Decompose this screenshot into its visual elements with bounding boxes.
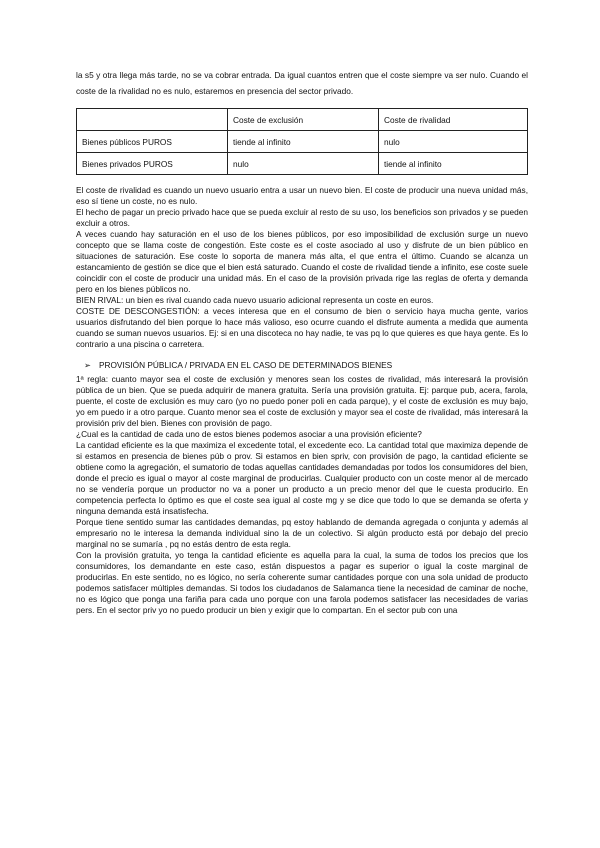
table-header-row [77, 109, 528, 131]
document-page [76, 68, 528, 616]
table-cell: Bienes públicos PUROS [77, 131, 228, 153]
table-cell: nulo [228, 153, 379, 175]
table-cell: nulo [379, 131, 528, 153]
paragraph-rival-good: BIEN RIVAL: un bien es rival cuando cada nuevo usuario adicional representa un coste en euros. [76, 295, 434, 305]
table-row [77, 131, 528, 153]
paragraph-first-rule: 1ª regla: cuanto mayor sea el coste de exclusión y menores sean los costes de rivalidad, más interesará la provisión pública de un bien. Que se pueda adquirir de manera gratuita. Sería una provisión gratuita. Ej: parque pub, acera, farola, puente, el coste de exclusión es muy caro (yo no puedo poner poli en cada parque), y el coste de exclusión es muy bajo, yo em puedo ir a otro parque. Cuanto menor sea el coste de exclusión y mayor sea el coste de rivalidad, más interesará la provisión priv del bien. Bienes con provisión de pago. [76, 374, 528, 428]
paragraph-rivalry-cost: El coste de rivalidad es cuando un nuevo usuario entra a usar un nuevo bien. El coste de producir una nueva unidad más, eso sí tiene un coste, no es nulo. [76, 185, 528, 206]
costs-table [76, 108, 528, 175]
intro-paragraph: la s5 y otra llega más tarde, no se va cobrar entrada. Da igual cuantos entren que el coste siempre va ser nulo. Cuando el coste de la rivalidad no es nulo, estaremos en presencia del sector privado. [76, 70, 528, 96]
table-row [77, 153, 528, 175]
table-cell: Bienes privados PUROS [77, 153, 228, 175]
paragraph-free-provision: Con la provisión gratuita, yo tenga la cantidad eficiente es aquella para la cual, la suma de todos los precios que los consumidores, los demandante en este caso, están dispuestos a pagar es superior o igual la coste marginal de producirlas. En este sentido, no es lógico, no sería coherente sumar cantidades porque con una sola unidad de producto podemos satisfacer múltiples demandas. Si todos los ciudadanos de Salamanca tiene la necesidad de caminar de noche, no es lógico que ponga una fariña para cada uno porque con una farola podemos satisfacer las necesidades de varias pers. En el sector priv yo no puedo producir un bien y exigir que lo compartan. En el sector pub con una [76, 550, 528, 615]
arrow-bullet-icon: ➢ [84, 360, 91, 370]
paragraph-efficient-quantity: La cantidad eficiente es la que maximiza el excedente total, el excedente eco. La cantidad total que maximiza depende de si estamos en presencia de bienes púb o prov. Si estamos en bien spriv, con provisión de pago, la cantidad eficiente se obtiene como la agregación, el sumatorio de todas aquellas cantidades demandadas por todos los consumidores del bien, donde el precio es igual o mayor al coste marginal de producirlas. Cualquier producto con un coste menor al de mercado no se vendería porque un productor no va a poner un producto a un precio menor del que le cuesta producirlo. En competencia perfecta lo óptimo es que el coste sea igual al coste mg y se dice que todo lo que se demanda se oferta y ninguna demanda está insatisfecha. [76, 440, 528, 516]
paragraph-private-price: El hecho de pagar un precio privado hace que se pueda excluir al resto de su uso, los beneficios son privados y se pueden excluir a otros. [76, 207, 529, 228]
table-cell: tiende al infinito [228, 131, 379, 153]
table-header-cell: Coste de rivalidad [379, 109, 528, 131]
paragraph-aggregate-demand: Porque tiene sentido sumar las cantidades demandas, pq estoy hablando de demanda agregada o conjunta y además al empresario no le interesa la demanda individual sino la de un colectivo. Si algún producto está por debajo del precio marginal no se sumaría , pq no estás dentro de esta regla. [76, 517, 528, 549]
paragraph-congestion: A veces cuando hay saturación en el uso de los bienes públicos, por eso imposibilidad de exclusión surge un nuevo concepto que se llama coste de congestión. Este coste es el coste asociado al uso y disfrute de un bien público en situaciones de saturación. Ese coste lo soporta de manera más alta, el que entra el último. Cuando se alcanza un estancamiento de gestión se dice que el bien está saturado. Cuando el coste de rivalidad tiende a infinito, ese coste suele coincidir con el coste de producir una unidad más. En el caso de la provisión privada rige las reglas de oferta y demanda pero en los bienes públicos no. [76, 229, 528, 294]
section-title: PROVISIÓN PÚBLICA / PRIVADA EN EL CASO DE DETERMINADOS BIENES [98, 360, 393, 370]
paragraph-question: ¿Cual es la cantidad de cada uno de estos bienes podemos asociar a una provisión eficiente? [76, 429, 422, 439]
table-header-cell [77, 109, 228, 131]
table-cell: tiende al infinito [379, 153, 528, 175]
table-header-cell: Coste de exclusión [228, 109, 379, 131]
section-heading [76, 360, 528, 371]
paragraph-decongestion: COSTE DE DESCONGESTIÓN: a veces interesa que en el consumo de bien o servicio haya mucha gente, varios usuarios disfrutando del bien porque lo hace más valioso, eso ocurre cuando el disfrute aumenta a medida que aumenta cuando se suman nuevos usuarios. Ej: si en una discoteca no hay nadie, te vas pq lo que quieres es que haya gente. Es lo contrario a una piscina o carretera. [76, 306, 529, 349]
